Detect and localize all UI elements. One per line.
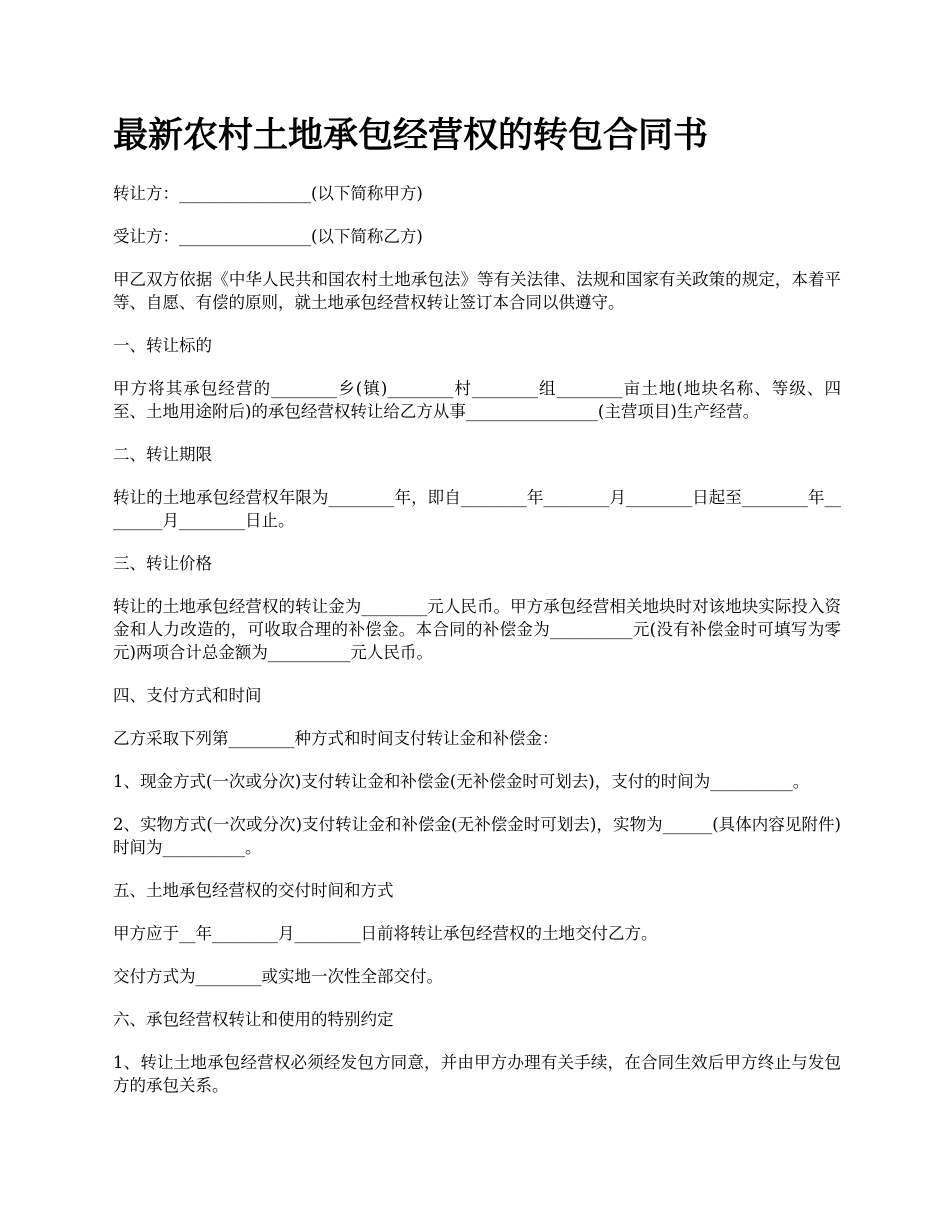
section-heading-special-terms: 六、承包经营权转让和使用的特别约定 xyxy=(113,1010,394,1029)
section-heading-subject: 一、转让标的 xyxy=(113,336,212,355)
price-paragraph: 转让的土地承包经营权的转让金为________元人民币。甲方承包经营相关地块时对该地块实际投入资金和人力改造的，可收取合理的补偿金。本合同的补偿金为__________元(没有补偿金时可填写为零元)两项合计总金额为__________元人民币。 xyxy=(113,597,841,662)
transferee-line: 受让方：________________(以下简称乙方) xyxy=(113,227,423,246)
document-title: 最新农村土地承包经营权的转包合同书 xyxy=(113,116,709,156)
payment-option-cash: 1、现金方式(一次或分次)支付转让金和补偿金(无补偿金时可划去)，支付的时间为__________。 xyxy=(113,772,810,791)
preamble-paragraph: 甲乙双方依据《中华人民共和国农村土地承包法》等有关法律、法规和国家有关政策的规定，本着平等、自愿、有偿的原则，就土地承包经营权转让签订本合同以供遵守。 xyxy=(113,270,841,312)
section-heading-payment: 四、支付方式和时间 xyxy=(113,686,262,705)
delivery-date-paragraph: 甲方应于__年________月________日前将转让承包经营权的土地交付乙方。 xyxy=(113,924,658,943)
section-heading-delivery: 五、土地承包经营权的交付时间和方式 xyxy=(113,881,394,900)
delivery-method-paragraph: 交付方式为________或实地一次性全部交付。 xyxy=(113,967,443,986)
section-heading-term: 二、转让期限 xyxy=(113,445,212,464)
term-paragraph: 转让的土地承包经营权年限为________年，即自________年________月________日起至________年________月________日止。 xyxy=(113,488,841,530)
subject-paragraph: 甲方将其承包经营的________乡(镇)________村________组________亩土地(地块名称、等级、四至、土地用途附后)的承包经营权转让给乙方从事________________(主营项目)生产经营。 xyxy=(113,379,841,421)
special-term-1: 1、转让土地承包经营权必须经发包方同意，并由甲方办理有关手续，在合同生效后甲方终止与发包方的承包关系。 xyxy=(113,1053,841,1095)
section-heading-price: 三、转让价格 xyxy=(113,554,212,573)
payment-intro-paragraph: 乙方采取下列第________种方式和时间支付转让金和补偿金： xyxy=(113,729,559,748)
document-page xyxy=(113,112,841,1117)
transferor-line: 转让方：________________(以下简称甲方) xyxy=(113,184,423,203)
payment-option-goods: 2、实物方式(一次或分次)支付转让金和补偿金(无补偿金时可划去)，实物为______(具体内容见附件)时间为__________。 xyxy=(113,815,841,857)
